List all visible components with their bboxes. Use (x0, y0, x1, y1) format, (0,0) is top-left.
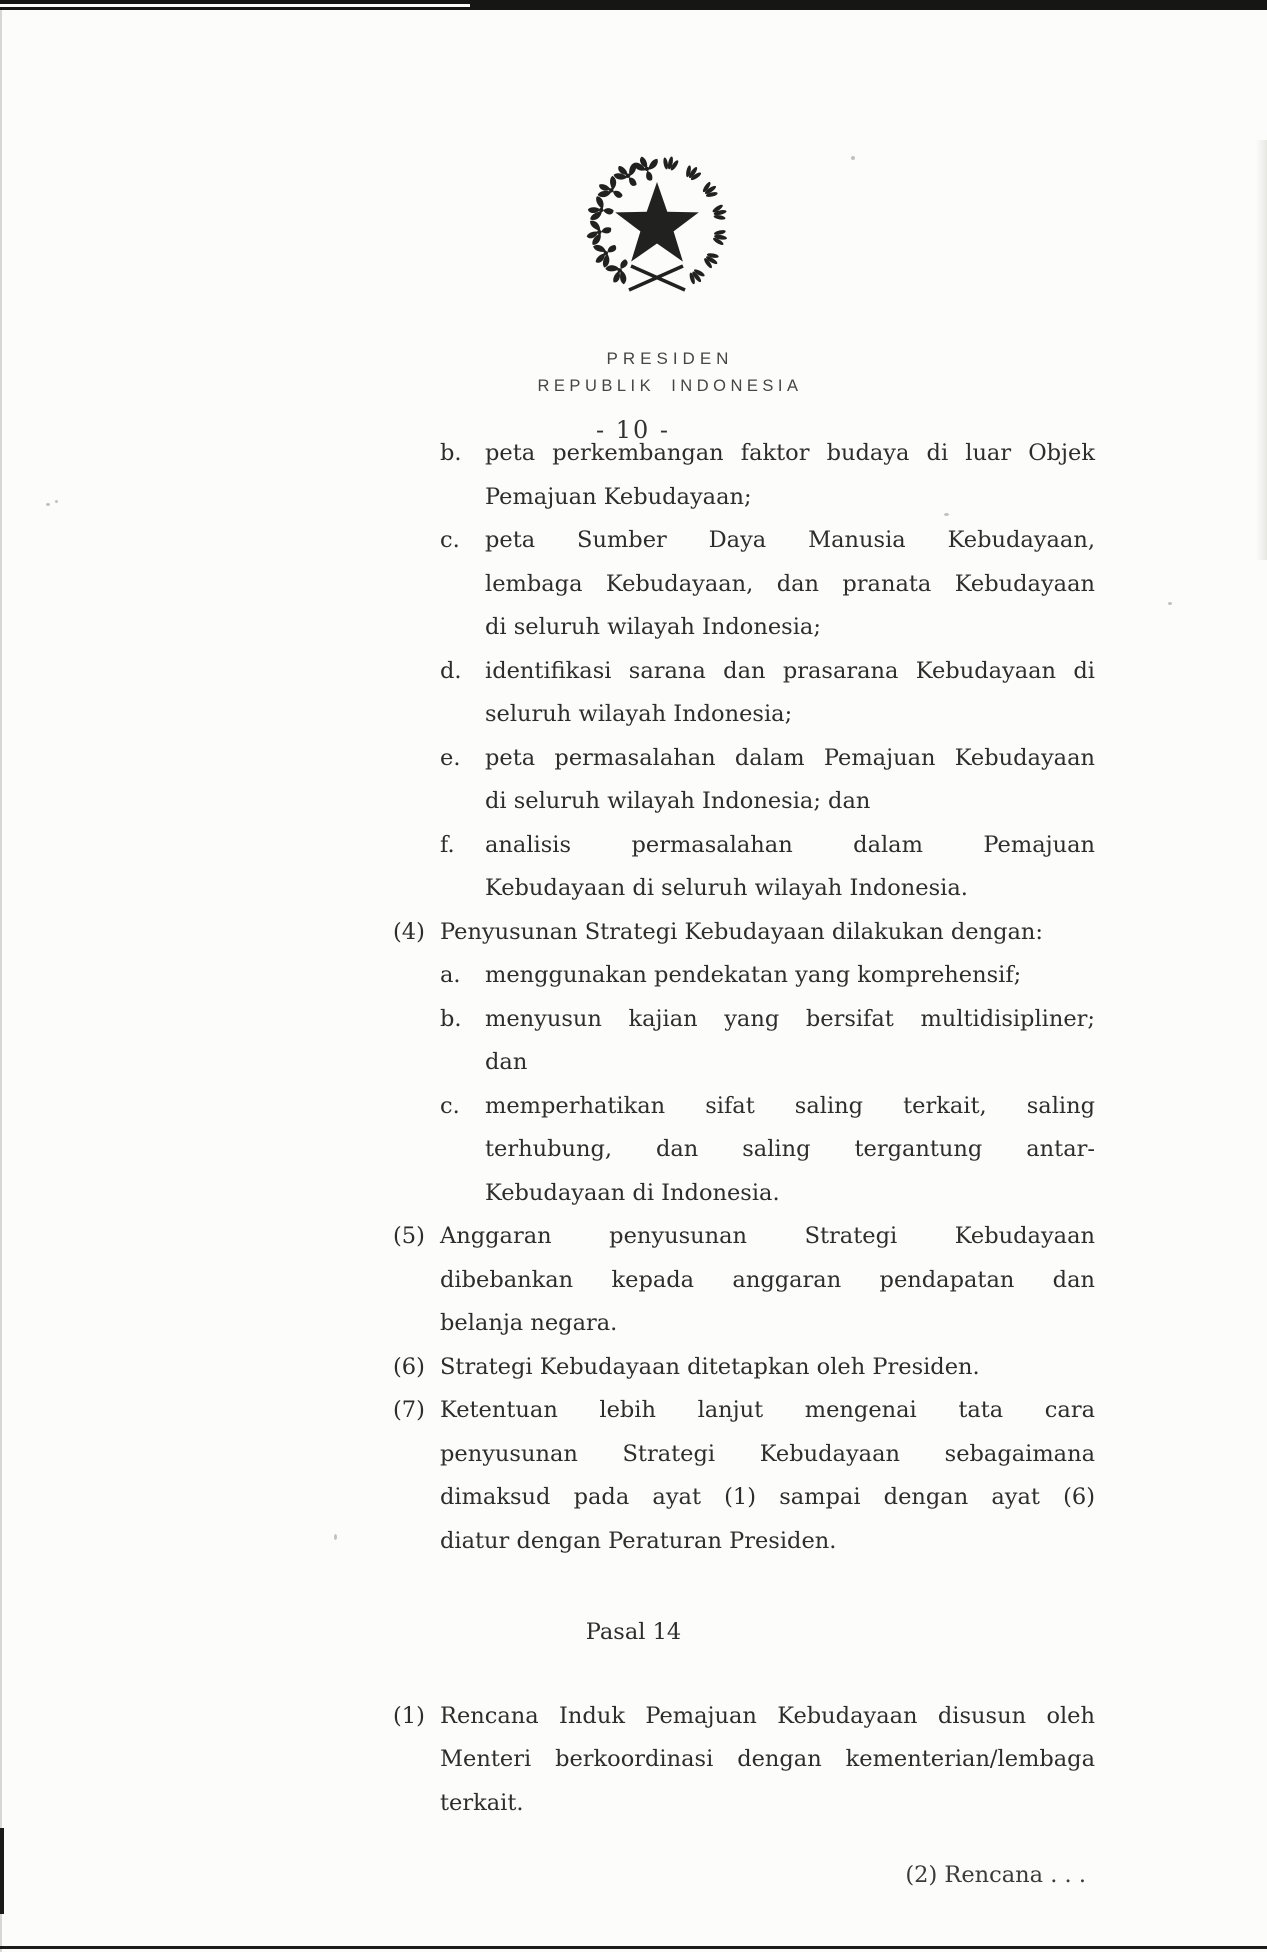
item-lines (485, 519, 1095, 650)
list-marker: b. (440, 1005, 462, 1032)
text-line: menggunakan pendekatan yang komprehensif; (485, 962, 1022, 988)
item-lines (440, 1215, 1095, 1346)
list-marker: e. (440, 744, 461, 771)
list-item (0, 1389, 1267, 1563)
catchword: (2) Rencana . . . (905, 1862, 1086, 1888)
text-line: Menteri berkoordinasi dengan kementerian/lembaga (440, 1746, 1095, 1772)
text-line: dimaksud pada ayat (1) sampai dengan ayat (6) (440, 1484, 1095, 1510)
text-line: peta perkembangan faktor budaya di luar Objek (485, 440, 1095, 466)
list-marker: a. (440, 962, 461, 988)
item-lines (485, 432, 1095, 519)
item-lines (485, 998, 1095, 1085)
text-line: di seluruh wilayah Indonesia; dan (485, 788, 871, 814)
item-lines (485, 1085, 1095, 1216)
list-marker: d. (440, 657, 462, 684)
list-item (0, 1085, 1267, 1216)
text-line: diatur dengan Peraturan Presiden. (440, 1527, 837, 1554)
scan-speck (851, 156, 855, 160)
text-line: identifikasi sarana dan prasarana Kebudayaan di (485, 657, 1095, 684)
list-marker: (5) (393, 1223, 425, 1249)
text-line: lembaga Kebudayaan, dan pranata Kebudayaan (485, 570, 1095, 597)
list-item (0, 998, 1267, 1085)
item-lines (485, 824, 1095, 911)
list-marker: (4) (393, 918, 425, 945)
text-line: Ketentuan lebih lanjut mengenai tata cara (440, 1397, 1095, 1423)
list-marker: (7) (393, 1397, 425, 1423)
text-line: terhubung, dan saling tergantung antar- (485, 1136, 1095, 1162)
text-line: belanja negara. (440, 1310, 618, 1336)
text-line: di seluruh wilayah Indonesia; (485, 614, 821, 640)
list-item (0, 432, 1267, 519)
item-lines (485, 954, 1095, 998)
list-item (0, 650, 1267, 737)
item-lines (440, 1389, 1095, 1563)
text-line: Pemajuan Kebudayaan; (485, 483, 752, 510)
text-line: Kebudayaan di seluruh wilayah Indonesia. (485, 875, 968, 901)
list-item (0, 519, 1267, 650)
list-marker: c. (440, 527, 460, 553)
scan-artifact-bottom-line (0, 1946, 1267, 1949)
list-item (0, 954, 1267, 998)
list-item (0, 824, 1267, 911)
list-item (0, 911, 1267, 955)
item-lines (440, 911, 1095, 955)
text-line: menyusun kajian yang bersifat multidisipliner; (485, 1005, 1095, 1032)
scan-artifact-corner-mark (0, 1828, 4, 1914)
text-line: Penyusunan Strategi Kebudayaan dilakukan dengan: (440, 918, 1043, 945)
list-marker: c. (440, 1092, 460, 1119)
item-lines (440, 1346, 1095, 1390)
letterhead-line-republik-indonesia: REPUBLIK INDONESIA (537, 377, 803, 395)
item-lines (485, 737, 1095, 824)
document-body (0, 432, 1267, 1825)
presidential-star-wreath-emblem-icon (575, 148, 739, 312)
list-item (0, 1695, 1267, 1826)
page-number: - 10 - (595, 416, 671, 444)
list-marker: (1) (393, 1702, 425, 1729)
list-marker: f. (440, 831, 455, 858)
text-line: analisis permasalahan dalam Pemajuan (485, 831, 1095, 858)
letterhead-line-presiden: PRESIDEN (606, 349, 734, 368)
text-line: penyusunan Strategi Kebudayaan sebagaimana (440, 1440, 1095, 1467)
text-line: terkait. (440, 1789, 524, 1816)
text-line: Strategi Kebudayaan ditetapkan oleh Presiden. (440, 1353, 980, 1380)
item-lines (440, 1695, 1095, 1826)
text-line: peta permasalahan dalam Pemajuan Kebudayaan (485, 744, 1095, 771)
text-line: seluruh wilayah Indonesia; (485, 701, 793, 727)
text-line: peta Sumber Daya Manusia Kebudayaan, (485, 527, 1095, 553)
text-line: Anggaran penyusunan Strategi Kebudayaan (440, 1223, 1095, 1249)
list-marker: b. (440, 440, 462, 466)
list-item (0, 1215, 1267, 1346)
text-line: Kebudayaan di Indonesia. (485, 1179, 780, 1206)
text-line: dan (485, 1049, 528, 1075)
scan-artifact-top-bar-gap (0, 4, 470, 7)
text-line: Rencana Induk Pemajuan Kebudayaan disusun oleh (440, 1702, 1095, 1729)
text-line: dibebankan kepada anggaran pendapatan dan (440, 1266, 1095, 1293)
list-marker: (6) (393, 1353, 425, 1380)
text-line: memperhatikan sifat saling terkait, saling (485, 1092, 1095, 1119)
list-item (0, 1346, 1267, 1390)
list-item (0, 737, 1267, 824)
section-heading: Pasal 14 (585, 1619, 682, 1645)
item-lines (485, 650, 1095, 737)
